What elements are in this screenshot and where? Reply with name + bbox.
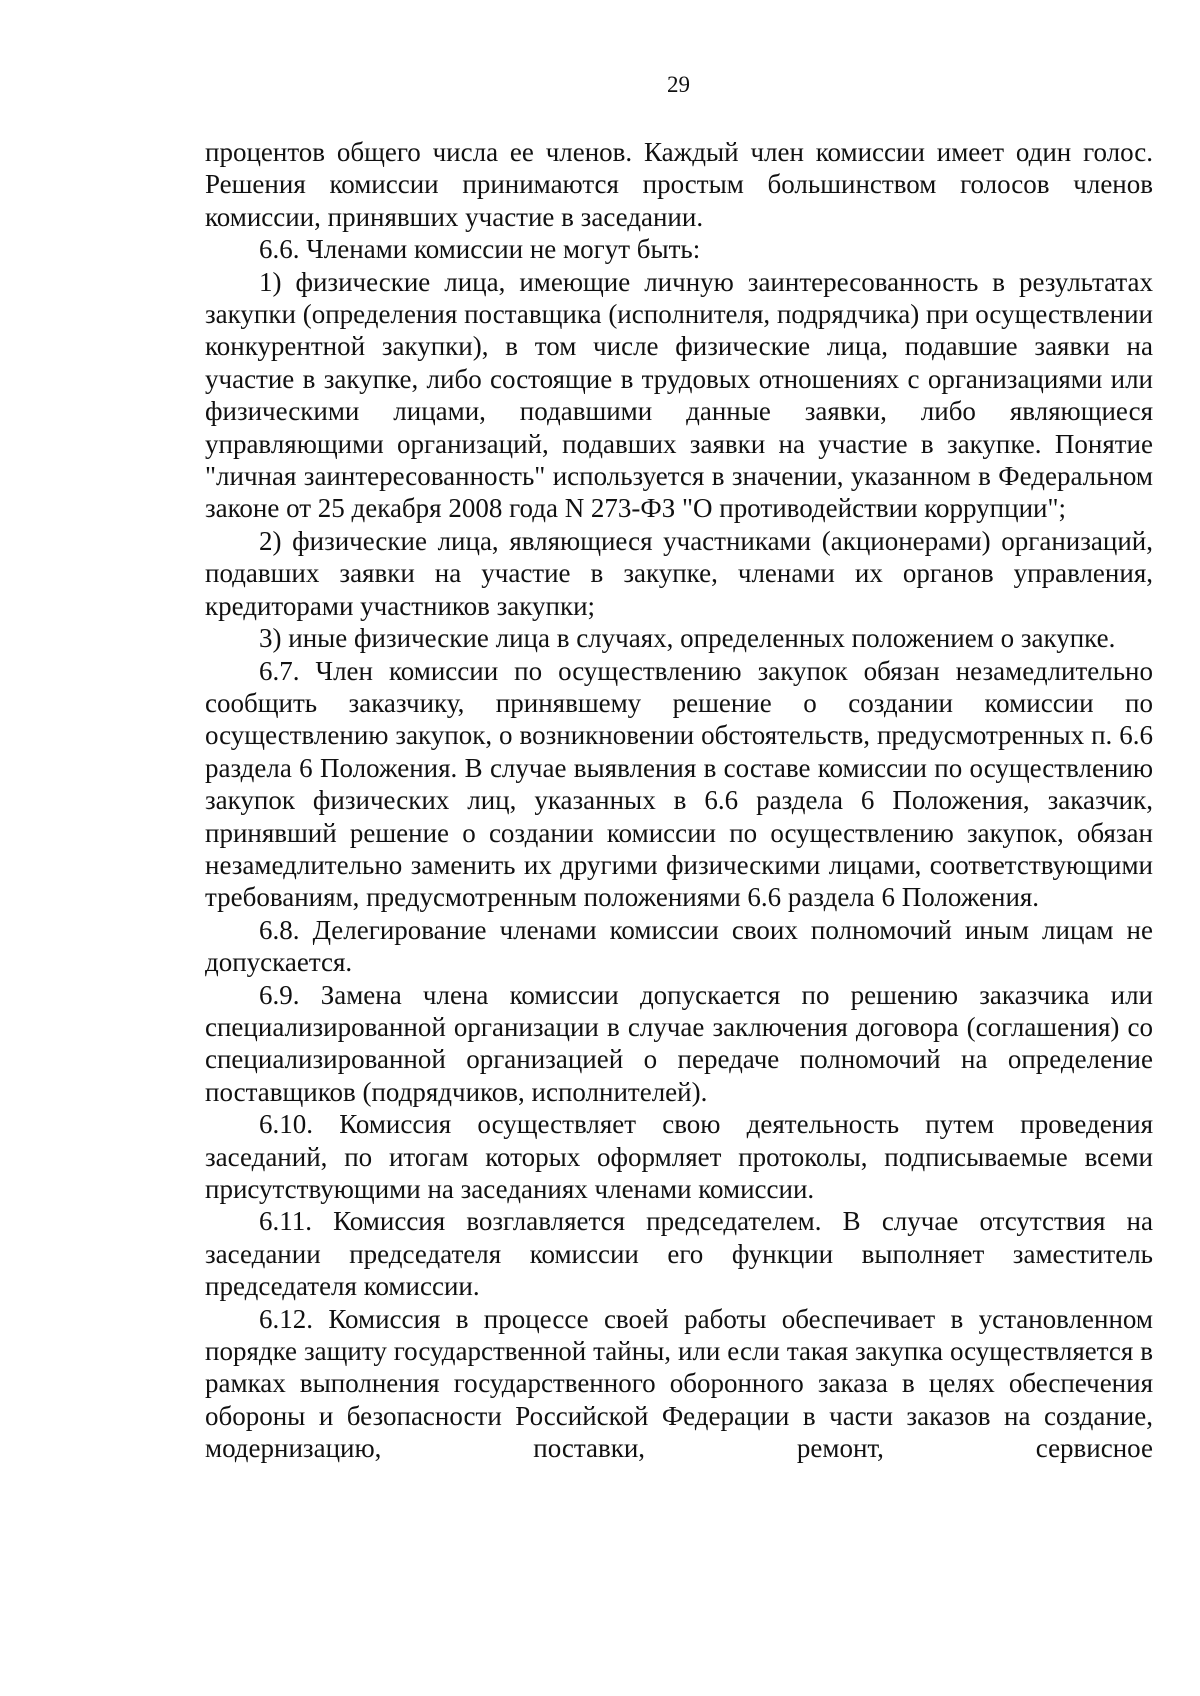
paragraph-6-8: 6.8. Делегирование членами комиссии своих полномочий иным лицам не допускается. — [205, 914, 1153, 978]
paragraph-6-7: 6.7. Член комиссии по осуществлению закупок обязан незамедлительно сообщить заказчику, принявшему решение о создании комиссии по осуществлению закупок, о возникновении обстоятельств, предусмотренных п. 6.6 раздела 6 Положения. В случае выявления в составе комиссии по осуществлению закупок физических лиц, указанных в 6.6 раздела 6 Положения, заказчик, принявший решение о создании комиссии по осуществлению закупок, обязан незамедлительно заменить их другими физическими лицами, соответствующими требованиям, предусмотренным положениями 6.6 раздела 6 Положения. — [205, 655, 1153, 913]
paragraph-6-6-item-3: 3) иные физические лица в случаях, определенных положением о закупке. — [259, 623, 1116, 654]
page-number: 29 — [667, 72, 690, 97]
paragraph-6-12: 6.12. Комиссия в процессе своей работы обеспечивает в установленном порядке защиту государственной тайны, или если такая закупка осуществляется в рамках выполнения государственного оборонного заказа в целях обеспечения обороны и безопасности Российской Федерации в части заказов на создание, модернизацию, поставки, ремонт, сервисное — [205, 1303, 1153, 1464]
paragraph-6-9: 6.9. Замена члена комиссии допускается по решению заказчика или специализированной организации в случае заключения договора (соглашения) со специализированной организацией о передаче полномочий на определение поставщиков (подрядчиков, исполнителей). — [205, 979, 1153, 1107]
paragraph-6-6-item-2: 2) физические лица, являющиеся участниками (акционерами) организаций, подавших заявки на участие в закупке, членами их органов управления, кредиторами участников закупки; — [205, 525, 1153, 621]
paragraph-6-6-item-1: 1) физические лица, имеющие личную заинтересованность в результатах закупки (определения поставщика (исполнителя, подрядчика) при осуществлении конкурентной закупки), в том числе физические лица, подавшие заявки на участие в закупке, либо состоящие в трудовых отношениях с организациями или физическими лицами, подавшими данные заявки, либо являющиеся управляющими организаций, подавших заявки на участие в закупке. Понятие "личная заинтересованность" используется в значении, указанном в Федеральном законе от 25 декабря 2008 года N 273-ФЗ "О противодействии коррупции"; — [205, 266, 1153, 524]
paragraph-continuation: процентов общего числа ее членов. Каждый член комиссии имеет один голос. Решения комиссии принимаются простым большинством голосов членов комиссии, принявших участие в заседании. — [205, 137, 1153, 232]
paragraph-6-11: 6.11. Комиссия возглавляется председателем. В случае отсутствия на заседании председателя комиссии его функции выполняет заместитель председателя комиссии. — [205, 1206, 1153, 1302]
paragraph-6-6-heading: 6.6. Членами комиссии не могут быть: — [259, 234, 701, 265]
document-body — [205, 136, 1153, 1465]
paragraph-6-10: 6.10. Комиссия осуществляет свою деятельность путем проведения заседаний, по итогам которых оформляет протоколы, подписываемые всеми присутствующими на заседаниях членами комиссии. — [205, 1109, 1153, 1204]
